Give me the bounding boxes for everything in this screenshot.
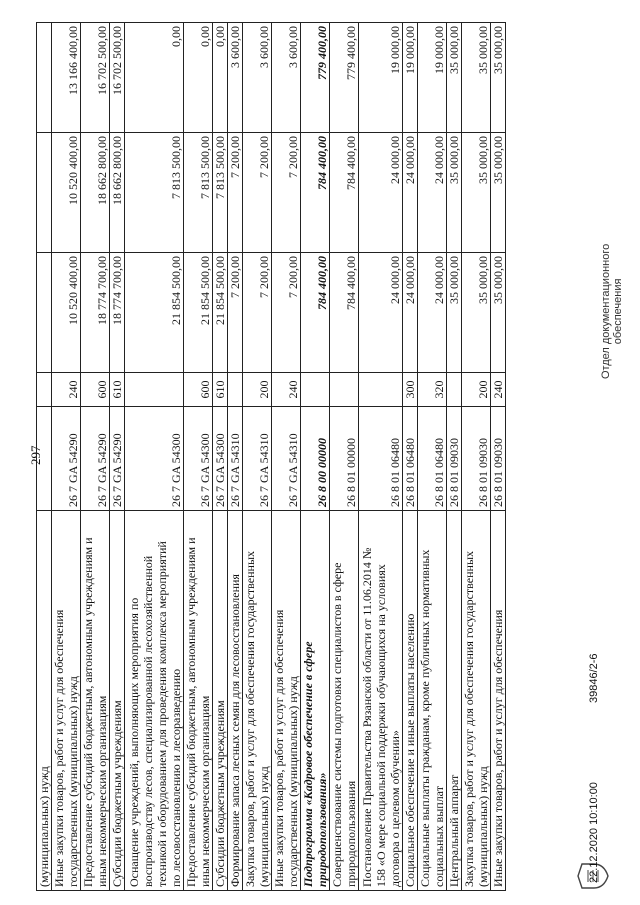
row-vr: 240 [272, 373, 301, 407]
table-row [447, 23, 462, 891]
row-name: Оснащение учреждений, выполняющих мероприятия по воспроизводству лесов, специализированной лесохозяйственной техникой и оборудованием для проведения комплекса мероприятий по лесовосстановлению и лесоразведению [125, 511, 184, 891]
table-row [330, 23, 359, 891]
row-code: 26 7 GA 54310 [243, 407, 272, 511]
row-code: 26 7 GA 54290 [52, 407, 81, 511]
row-amount-2: 7 813 500,00 [125, 133, 184, 253]
row-amount-3: 16 702 500,00 [81, 23, 110, 133]
row-code: 26 7 GA 54300 [213, 407, 228, 511]
row-amount-2: 7 813 500,00 [184, 133, 213, 253]
row-name: Предоставление субсидий бюджетным, автономным учреждениям и иным некоммерческим организациям [184, 511, 213, 891]
table-row [213, 23, 228, 891]
row-amount-2: 35 000,00 [447, 133, 462, 253]
row-name: Формирование запаса лесных семян для лесовосстановления [228, 511, 243, 891]
row-amount-1: 784 400,00 [301, 253, 330, 373]
row-amount-1: 24 000,00 [359, 253, 403, 373]
row-amount-1: 21 854 500,00 [184, 253, 213, 373]
row-name: Иные закупки товаров, работ и услуг для обеспечения государственных (муниципальных) нужд [272, 511, 301, 891]
row-amount-2: 7 200,00 [228, 133, 243, 253]
table-row [228, 23, 243, 891]
footer-doc-number: 39846/2-6 [588, 653, 600, 703]
row-amount-1: 18 774 700,00 [81, 253, 110, 373]
row-amount-2: 7 813 500,00 [213, 133, 228, 253]
row-amount-1: 21 854 500,00 [125, 253, 184, 373]
row-name: Центральный аппарат [447, 511, 462, 891]
row-name: Подпрограмма «Кадровое обеспечение в сфере природопользования» [301, 511, 330, 891]
row-amount-2: 24 000,00 [359, 133, 403, 253]
row-name: Постановление Правительства Рязанской области от 11.06.2014 № 158 «О мере социальной поддержки обучающихся на условиях договора о целевом обучении» [359, 511, 403, 891]
row-code: 26 8 01 09030 [462, 407, 491, 511]
row-amount-1: 24 000,00 [403, 253, 418, 373]
row-vr [228, 373, 243, 407]
row-code: 26 7 GA 54310 [228, 407, 243, 511]
row-name: Субсидии бюджетным учреждениям [213, 511, 228, 891]
row-code: 26 7 GA 54300 [184, 407, 213, 511]
budget-table [36, 22, 506, 891]
row-amount-3: 19 000,00 [403, 23, 418, 133]
row-vr: 600 [184, 373, 213, 407]
row-amount-3: 779 400,00 [330, 23, 359, 133]
row-amount-2: 7 200,00 [243, 133, 272, 253]
table-row [52, 23, 81, 891]
table-row [272, 23, 301, 891]
row-amount-2: 18 662 800,00 [110, 133, 125, 253]
page-number: 297 [28, 445, 43, 465]
row-name: Иные закупки товаров, работ и услуг для обеспечения [491, 511, 506, 891]
row-name: Закупка товаров, работ и услуг для обеспечения государственных (муниципальных) нужд [243, 511, 272, 891]
table-row [462, 23, 491, 891]
row-vr [359, 373, 403, 407]
row-amount-3: 3 600,00 [243, 23, 272, 133]
row-amount-2: 24 000,00 [418, 133, 447, 253]
table-row [184, 23, 213, 891]
row-name: (муниципальных) нужд [37, 511, 52, 891]
row-amount-2: 24 000,00 [403, 133, 418, 253]
table-row [110, 23, 125, 891]
table-row [125, 23, 184, 891]
row-vr: 200 [462, 373, 491, 407]
row-amount-1: 35 000,00 [447, 253, 462, 373]
row-vr: 610 [110, 373, 125, 407]
row-amount-2: 784 400,00 [301, 133, 330, 253]
table-row [359, 23, 403, 891]
row-amount-1: 21 854 500,00 [213, 253, 228, 373]
row-amount-1: 7 200,00 [272, 253, 301, 373]
row-vr [447, 373, 462, 407]
table-row [491, 23, 506, 891]
row-vr: 240 [491, 373, 506, 407]
row-amount-3: 3 600,00 [228, 23, 243, 133]
row-amount-1: 7 200,00 [243, 253, 272, 373]
row-amount-2: 7 200,00 [272, 133, 301, 253]
row-amount-3: 19 000,00 [359, 23, 403, 133]
row-amount-1: 18 774 700,00 [110, 253, 125, 373]
row-name: Закупка товаров, работ и услуг для обеспечения государственных (муниципальных) нужд [462, 511, 491, 891]
row-vr [125, 373, 184, 407]
table-row [418, 23, 447, 891]
row-amount-3: 19 000,00 [418, 23, 447, 133]
row-amount-2: 35 000,00 [462, 133, 491, 253]
row-amount-3: 0,00 [213, 23, 228, 133]
table-row [403, 23, 418, 891]
row-name: Совершенствование системы подготовки специалистов в сфере природопользования [330, 511, 359, 891]
row-amount-1 [37, 253, 52, 373]
table-row [81, 23, 110, 891]
row-amount-2: 10 520 400,00 [52, 133, 81, 253]
row-name: Предоставление субсидий бюджетным, автономным учреждениям и иным некоммерческим организациям [81, 511, 110, 891]
table-row [301, 23, 330, 891]
row-amount-1: 35 000,00 [491, 253, 506, 373]
row-amount-2: 18 662 800,00 [81, 133, 110, 253]
table-row [37, 23, 52, 891]
row-vr: 600 [81, 373, 110, 407]
footer-stamp: Отдел документационного обеспечения [600, 243, 624, 379]
footer-date: 22.12.2020 10:10:00 [588, 782, 600, 883]
row-vr: 320 [418, 373, 447, 407]
row-name: Социальное обеспечение и иные выплаты населению [403, 511, 418, 891]
row-name: Субсидии бюджетным учреждениям [110, 511, 125, 891]
row-code: 26 8 01 09030 [447, 407, 462, 511]
row-vr: 240 [52, 373, 81, 407]
row-amount-2: 35 000,00 [491, 133, 506, 253]
row-code: 26 8 00 00000 [301, 407, 330, 511]
row-vr [301, 373, 330, 407]
row-amount-3: 35 000,00 [491, 23, 506, 133]
row-code: 26 8 01 06480 [418, 407, 447, 511]
row-code: 26 7 GA 54300 [125, 407, 184, 511]
row-amount-1: 7 200,00 [228, 253, 243, 373]
row-name: Иные закупки товаров, работ и услуг для обеспечения государственных (муниципальных) нужд [52, 511, 81, 891]
row-code: 26 8 01 09030 [491, 407, 506, 511]
row-amount-3 [37, 23, 52, 133]
row-code: 26 7 GA 54310 [272, 407, 301, 511]
row-amount-1: 10 520 400,00 [52, 253, 81, 373]
row-code: 26 8 01 06480 [403, 407, 418, 511]
row-amount-2: 784 400,00 [330, 133, 359, 253]
row-vr: 610 [213, 373, 228, 407]
row-amount-3: 0,00 [184, 23, 213, 133]
row-amount-1: 35 000,00 [462, 253, 491, 373]
row-code: 26 8 01 00000 [330, 407, 359, 511]
row-amount-3: 35 000,00 [447, 23, 462, 133]
row-amount-3: 3 600,00 [272, 23, 301, 133]
row-amount-3: 16 702 500,00 [110, 23, 125, 133]
row-amount-2 [37, 133, 52, 253]
row-code: 26 7 GA 54290 [81, 407, 110, 511]
row-code: 26 8 01 06480 [359, 407, 403, 511]
row-amount-3: 779 400,00 [301, 23, 330, 133]
table-row [243, 23, 272, 891]
row-vr: 200 [243, 373, 272, 407]
row-code [37, 407, 52, 511]
row-vr [330, 373, 359, 407]
row-amount-1: 24 000,00 [418, 253, 447, 373]
row-name: Социальные выплаты гражданам, кроме публичных нормативных социальных выплат [418, 511, 447, 891]
row-code: 26 7 GA 54290 [110, 407, 125, 511]
row-amount-3: 13 166 400,00 [52, 23, 81, 133]
row-amount-3: 0,00 [125, 23, 184, 133]
row-vr: 300 [403, 373, 418, 407]
row-amount-1: 784 400,00 [330, 253, 359, 373]
row-amount-3: 35 000,00 [462, 23, 491, 133]
row-vr [37, 373, 52, 407]
